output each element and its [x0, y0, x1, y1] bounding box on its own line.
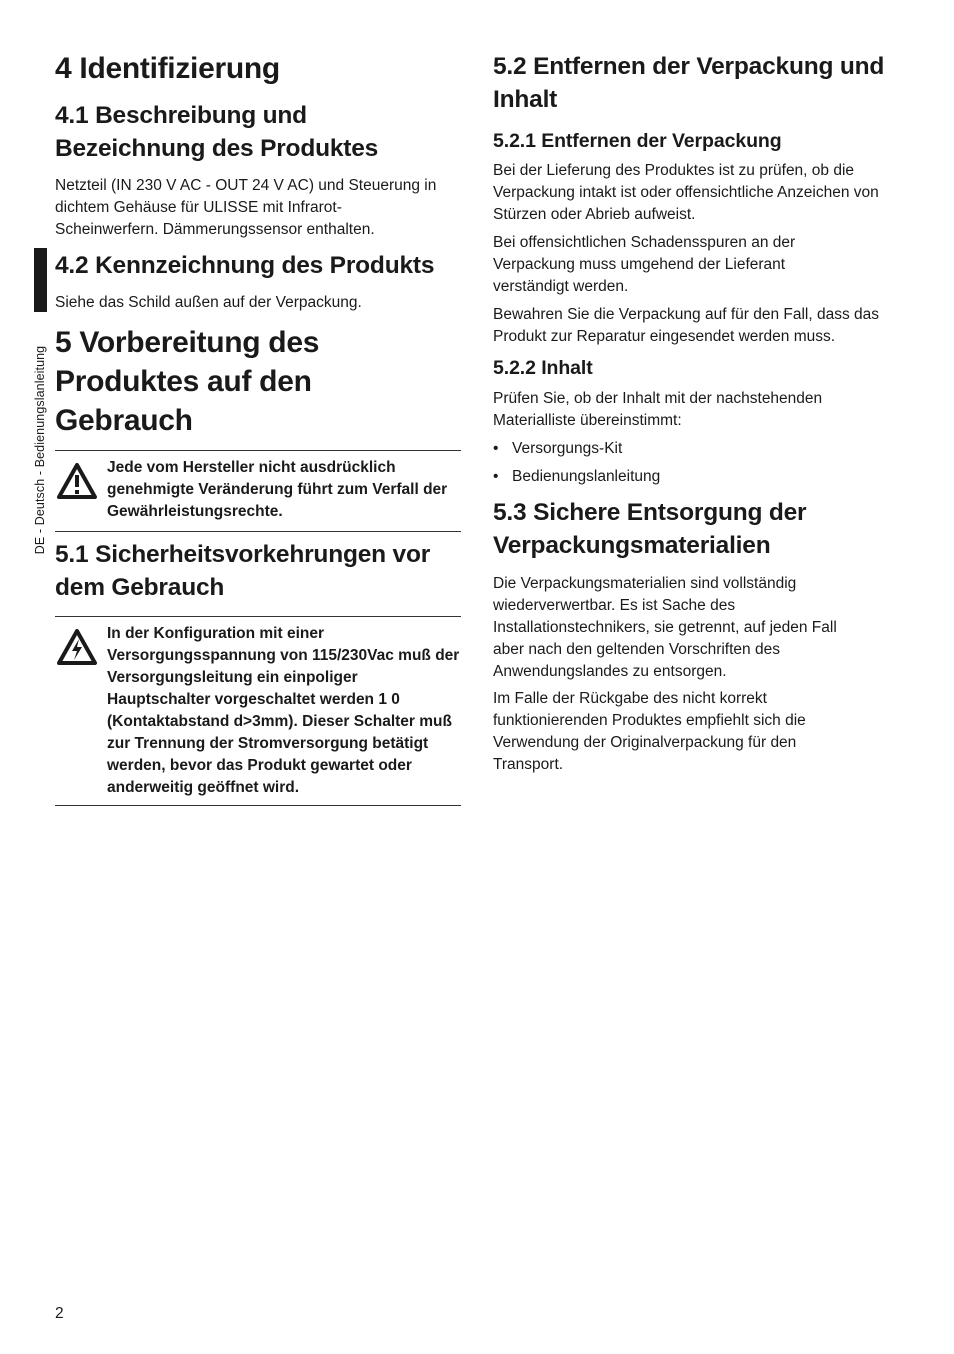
paragraph-4-2: Siehe das Schild außen auf der Verpackung.: [55, 294, 362, 311]
paragraph-5-3-a: Die Verpackungsmaterialien sind vollständig wiederverwertbar. Es ist Sache des Installationstechnikers, sie getrennt, auf jeden Fall aber nach den geltenden Vorschriften des Anwendungslandes zu entsorgen.: [493, 575, 837, 680]
bullet: •: [493, 468, 499, 485]
heading-5-2: 5.2 Entfernen der Verpackung und Inhalt: [493, 53, 885, 113]
page-number: 2: [55, 1305, 64, 1322]
list-item: [493, 466, 903, 488]
heading-5-2-2: 5.2.2 Inhalt: [493, 357, 593, 379]
warning-box-electrical: [55, 616, 461, 806]
warning-text-modification: Jede vom Hersteller nicht ausdrücklich genehmigte Veränderung führt zum Verfall der Gewährleistungsrechte.: [107, 459, 448, 520]
heading-4-1: 4.1 Beschreibung und Bezeichnung des Produktes: [55, 102, 379, 162]
side-tab-marker: [34, 248, 47, 312]
warning-triangle-icon: [55, 461, 99, 501]
side-tab-label: DE - Deutsch - Bedienungslanleitung: [33, 345, 47, 555]
heading-4-2: 4.2 Kennzeichnung des Produkts: [55, 252, 435, 279]
heading-5-2-1: 5.2.1 Entfernen der Verpackung: [493, 130, 782, 152]
heading-5: 5 Vorbereitung des Produktes auf den Gebrauch: [55, 326, 320, 437]
list-item-text: Bedienungslanleitung: [512, 468, 661, 485]
list-item: [493, 438, 903, 460]
paragraph-5-2-2: Prüfen Sie, ob der Inhalt mit der nachstehenden Materialliste übereinstimmt:: [493, 390, 823, 429]
paragraph-5-2-1-b: Bei offensichtlichen Schadensspuren an der Verpackung muss umgehend der Lieferant verständigt werden.: [493, 234, 796, 295]
electrical-hazard-icon: [55, 627, 99, 667]
contents-list: [493, 438, 903, 488]
heading-5-3: 5.3 Sichere Entsorgung der Verpackungsmaterialien: [493, 499, 807, 559]
bullet: •: [493, 440, 499, 457]
heading-4: 4 Identifizierung: [55, 52, 280, 85]
warning-text-electrical: In der Konfiguration mit einer Versorgungsspannung von 115/230Vac muß der Versorgungsleitung ein einpoliger Hauptschalter vorgeschaltet werden 1 0 (Kontaktabstand d>3mm). Dieser Schalter muß zur Trennung der Stromversorgung betätigt werden, bevor das Produkt gewartet oder anderweitig geöffnet wird.: [107, 625, 460, 796]
paragraph-4-1: Netzteil (IN 230 V AC - OUT 24 V AC) und Steuerung in dichtem Gehäuse für ULISSE mit Infrarot-Scheinwerfern. Dämmerungssensor enthalten.: [55, 177, 437, 238]
list-item-text: Versorgungs-Kit: [512, 440, 623, 457]
heading-5-1: 5.1 Sicherheitsvorkehrungen vor dem Gebrauch: [55, 541, 431, 601]
warning-box-modification: [55, 450, 461, 532]
paragraph-5-2-1-c: Bewahren Sie die Verpackung auf für den Fall, dass das Produkt zur Reparatur eingesendet werden muss.: [493, 306, 880, 345]
paragraph-5-2-1-a: Bei der Lieferung des Produktes ist zu prüfen, ob die Verpackung intakt ist oder offensichtliche Anzeichen von Stürzen oder Abrieb aufweist.: [493, 162, 879, 223]
paragraph-5-3-b: Im Falle der Rückgabe des nicht korrekt funktionierenden Produktes empfiehlt sich die Verwendung der Originalverpackung für den Transport.: [493, 690, 806, 773]
